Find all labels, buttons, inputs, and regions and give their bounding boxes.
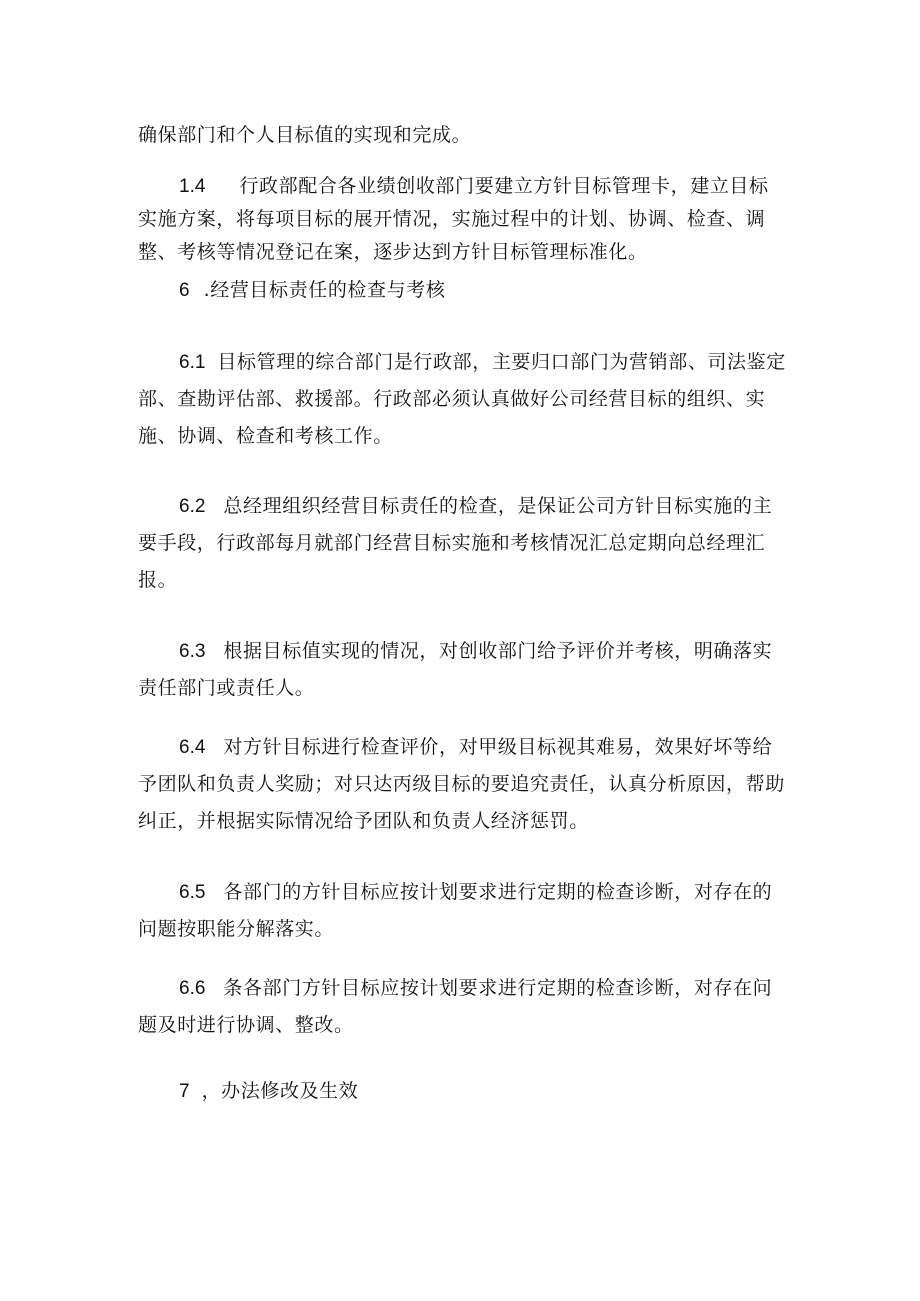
paragraph-6-2 [138,488,786,599]
section-number: 6.4 [179,737,206,758]
section-number: 6.6 [179,978,206,999]
paragraph-text: 条各部门方针目标应按计划要求进行定期的检查诊断，对存在问题及时进行协调、整改。 [138,977,773,1036]
paragraph-text: 总经理组织经营目标责任的检查，是保证公司方针目标实施的主要手段，行政部每月就部门经营目标实施和考核情况汇总定期向总经理汇报。 [138,495,773,591]
paragraph-1-4 [138,170,786,269]
paragraph-intro [138,117,786,154]
section-number: 6 [179,280,190,301]
section-heading-6 [179,275,445,306]
section-heading-7 [179,1076,358,1107]
section-number: 6.2 [179,496,206,517]
heading-text: .经营目标责任的检查与考核 [203,279,446,301]
paragraph-text: 根据目标值实现的情况，对创收部门给予评价并考核，明确落实责任部门或责任人。 [138,640,773,699]
paragraph-6-4 [138,729,786,840]
paragraph-6-1 [138,344,786,455]
paragraph-text: 各部门的方针目标应按计划要求进行定期的检查诊断，对存在的问题按职能分解落实。 [138,881,773,940]
paragraph-6-5 [138,874,786,948]
section-number: 6.5 [179,882,206,903]
section-number: 7 [179,1081,190,1102]
paragraph-text: 行政部配合各业绩创收部门要建立方针目标管理卡，建立目标实施方案，将每项目标的展开情况，实施过程中的计划、协调、检查、调整、考核等情况登记在案，逐步达到方针目标管理标准化。 [138,175,769,263]
paragraph-6-6 [138,970,786,1044]
section-number: 6.3 [179,641,206,662]
paragraph-text: 对方针目标进行检查评价，对甲级目标视其难易，效果好坏等给予团队和负责人奖励；对只达丙级目标的要追究责任，认真分析原因，帮助纠正，并根据实际情况给予团队和负责人经济惩罚。 [138,736,785,832]
paragraph-text: 目标管理的综合部门是行政部，主要归口部门为营销部、司法鉴定部、查勘评估部、救援部。行政部必须认真做好公司经营目标的组织、实施、协调、检查和考核工作。 [138,351,786,447]
paragraph-text: 确保部门和个人目标值的实现和完成。 [138,124,472,146]
section-number: 6.1 [179,352,206,373]
paragraph-6-3 [138,633,786,707]
section-number: 1.4 [179,176,206,197]
heading-text: ，办法修改及生效 [201,1080,359,1102]
